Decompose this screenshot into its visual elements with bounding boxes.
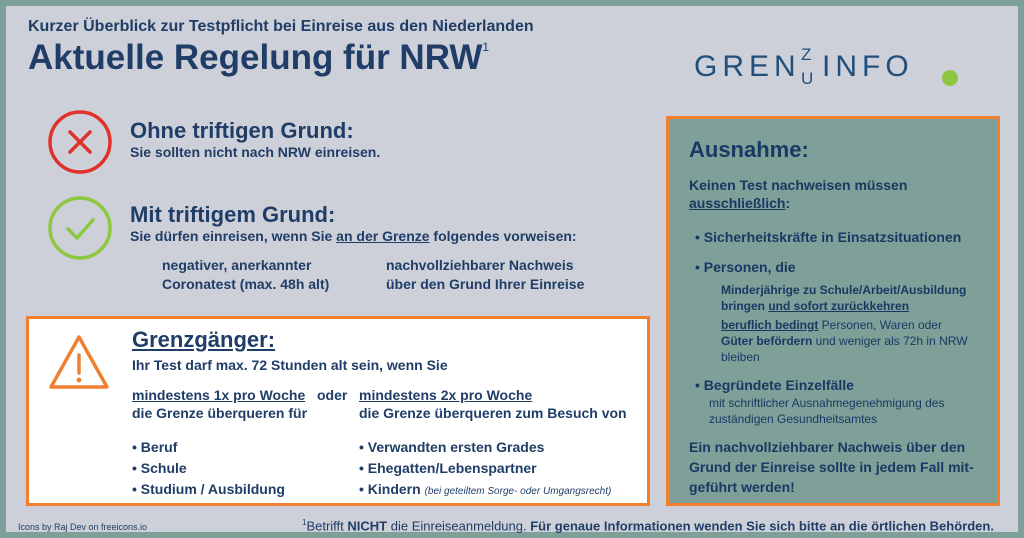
ausnahme-intro2-underlined: ausschließlich — [689, 195, 786, 211]
list-item-text: • Kindern — [359, 481, 421, 497]
ausnahme-closing — [689, 437, 974, 497]
header-subtitle: Kurzer Überblick zur Testpflicht bei Einreise aus den Niederlanden — [28, 18, 534, 35]
mit-col-test — [162, 256, 329, 294]
grenz-right-sub: die Grenze überqueren zum Besuch von — [359, 405, 627, 421]
logo-text-stack-top: Z — [801, 45, 817, 64]
mit-col2-line1: nachvollziehbarer Nachweis — [386, 257, 574, 273]
mit-title: Mit triftigem Grund: — [130, 202, 336, 227]
logo-text-right: INFO — [822, 50, 914, 83]
grenz-left-list — [132, 437, 285, 500]
ausnahme-b3-line1: mit schriftlicher Ausnahmegenehmigung des — [709, 396, 945, 410]
icon-credits: Icons by Raj Dev on freeicons.io — [18, 522, 148, 532]
ausnahme-sub2-line3: bleiben — [721, 350, 760, 364]
grenz-intro: Ihr Test darf max. 72 Stunden alt sein, wenn Sie — [132, 357, 448, 373]
ausnahme-title: Ausnahme: — [689, 137, 809, 162]
footnote-a: Betrifft — [306, 518, 348, 534]
ausnahme-sub-1 — [721, 282, 966, 314]
grenz-right-list — [359, 437, 611, 502]
ohne-title: Ohne triftigen Grund: — [130, 118, 354, 143]
list-item: • Ehegatten/Lebenspartner — [359, 460, 537, 476]
ausnahme-sub1-line2b: und sofort zurückkehren — [768, 299, 910, 313]
logo-graphic — [694, 40, 964, 90]
mit-col-nachweis — [386, 256, 584, 294]
grenz-title: Grenzgänger: — [132, 327, 276, 352]
list-item: • Studium / Ausbildung — [132, 481, 285, 497]
infographic-card — [6, 6, 1018, 532]
ausnahme-closing-line1: Ein nachvollziehbarer Nachweis über den — [689, 439, 966, 455]
ausnahme-closing-line2: Grund der Einreise sollte in jedem Fall mit- — [689, 459, 974, 475]
list-item: • Verwandten ersten Grades — [359, 439, 545, 455]
ausnahme-bullet-1: • Sicherheitskräfte in Einsatzsituationen — [695, 229, 962, 245]
grenz-oder: oder — [317, 387, 348, 403]
warning-triangle-icon — [47, 333, 111, 393]
list-item — [359, 479, 611, 502]
ausnahme-b3-line2: zuständigen Gesundheitsamtes — [709, 412, 878, 426]
logo-text-stack-bottom: U — [801, 69, 819, 88]
ausnahme-sub1-line2a: bringen — [721, 299, 769, 313]
list-item-note: (bei geteiltem Sorge- oder Umgangsrecht) — [424, 486, 612, 497]
ausnahme-sub2-line1b: Personen, Waren oder — [818, 318, 942, 332]
mit-col1-line1: negativer, anerkannter — [162, 257, 312, 273]
grenzgaenger-box — [26, 316, 650, 506]
ohne-text: Sie sollten nicht nach NRW einreisen. — [130, 144, 381, 160]
ausnahme-intro2-suffix: : — [785, 195, 791, 211]
ausnahme-sub2-line2a: Güter befördern — [721, 334, 813, 348]
mit-text — [130, 228, 577, 244]
grenz-left-head: mindestens 1x pro Woche — [132, 387, 306, 403]
mit-text-a: Sie dürfen einreisen, wenn Sie — [130, 228, 337, 244]
ausnahme-bullet-3-detail — [709, 395, 944, 427]
ausnahme-intro2 — [689, 195, 790, 211]
logo-text-left: GREN — [694, 50, 801, 83]
page-title-text: Aktuelle Regelung für NRW — [28, 38, 483, 77]
grenz-right-head: mindestens 2x pro Woche — [359, 387, 533, 403]
ausnahme-box — [666, 116, 1000, 506]
logo-dot-icon — [942, 70, 958, 86]
check-circle-icon — [46, 194, 114, 262]
ausnahme-sub2-line2b: und weniger als 72h in NRW — [812, 334, 968, 348]
ausnahme-sub-2 — [721, 317, 968, 365]
grenz-left-sub: die Grenze überqueren für — [132, 405, 308, 421]
ausnahme-bullet-3: • Begründete Einzelfälle — [695, 377, 854, 393]
ausnahme-sub2-line1a: beruflich bedingt — [721, 318, 819, 332]
grenzinfo-logo — [694, 40, 964, 98]
mit-text-b: folgendes vorweisen: — [429, 228, 577, 244]
page-title — [28, 38, 489, 78]
ausnahme-sub1-line2 — [721, 298, 966, 314]
x-circle-icon — [46, 108, 114, 176]
mit-col1-line2: Coronatest (max. 48h alt) — [162, 276, 330, 292]
mit-text-underlined: an der Grenze — [336, 228, 430, 244]
mit-col2-line2: über den Grund Ihrer Einreise — [386, 276, 585, 292]
ausnahme-bullet-2: • Personen, die — [695, 259, 796, 275]
ausnahme-closing-line3: geführt werden! — [689, 479, 795, 495]
footnote-b: NICHT — [347, 518, 388, 534]
footnote — [302, 518, 994, 533]
ausnahme-sub1-line1: Minderjährige zu Schule/Arbeit/Ausbildung — [721, 283, 967, 297]
list-item: • Beruf — [132, 439, 178, 455]
footnote-mark: 1 — [302, 518, 307, 527]
ausnahme-intro1: Keinen Test nachweisen müssen — [689, 177, 908, 193]
footnote-d: Für genaue Informationen wenden Sie sich bitte an die örtlichen Behörden. — [530, 518, 994, 534]
footnote-c: die Einreiseanmeldung. — [387, 518, 531, 534]
list-item: • Schule — [132, 460, 187, 476]
title-footnote-mark: 1 — [482, 40, 490, 54]
